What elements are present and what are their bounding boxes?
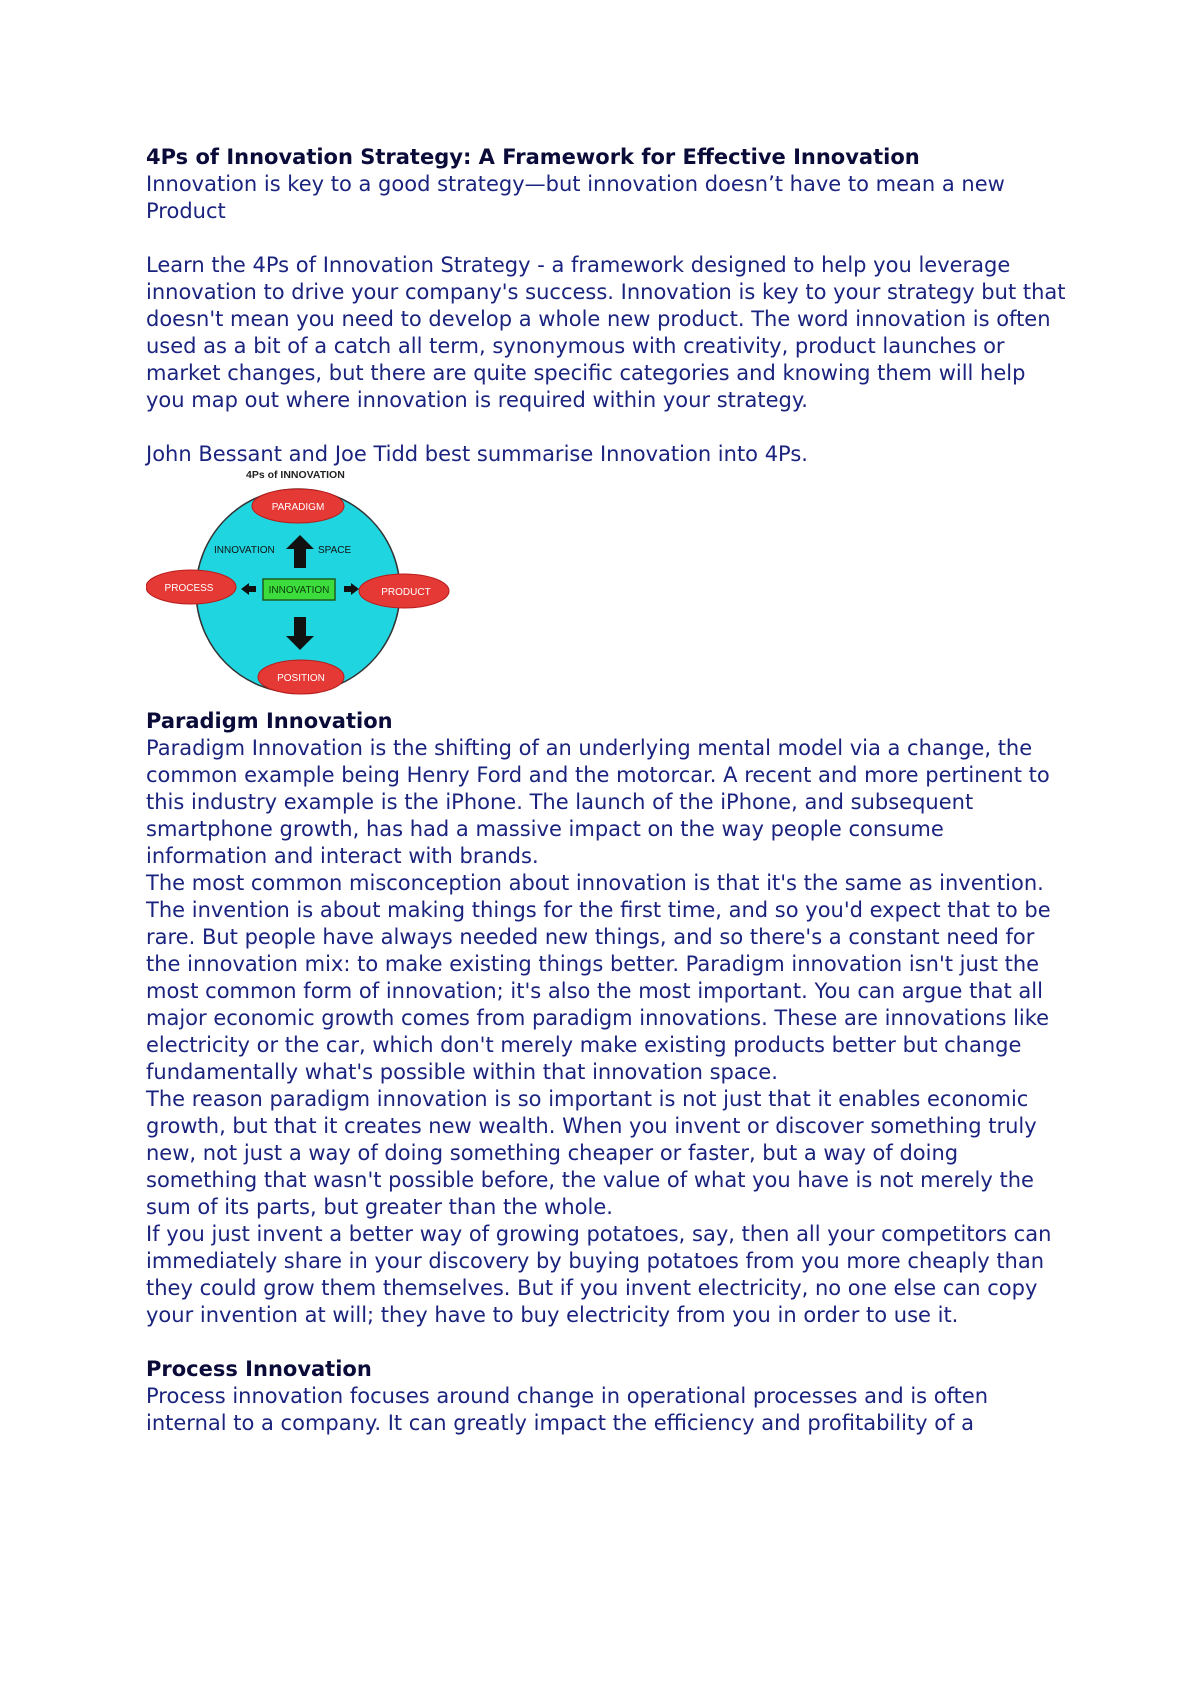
section-heading-paradigm: Paradigm Innovation bbox=[146, 709, 393, 733]
center-innovation-label: INNOVATION bbox=[268, 585, 330, 596]
paradigm-paragraph-1: Paradigm Innovation is the shifting of an underlying mental model via a change, the common example being Henry Ford and the motorcar. A recent and more pertinent to this industry example is the iPhone. The launch of the iPhone, and subsequent smartphone growth, has had a massive impact on the way people consume information and interact with brands. bbox=[146, 736, 1050, 868]
diagram-title: 4Ps of INNOVATION bbox=[246, 469, 345, 481]
spacer bbox=[146, 225, 1066, 252]
position-label: POSITION bbox=[277, 673, 325, 684]
paradigm-paragraph-2: The most common misconception about innovation is that it's the same as invention. The invention is about making things for the first time, and so you'd expect that to be rare. But people have always needed new things, and so there's a constant need for the innovation mix: to make existing things better. Paradigm innovation isn't just the most common form of innovation; it's also the most important. You can argue that all major economic growth comes from paradigm innovations. These are innovations like electricity or the car, which don't merely make existing products better but change fundamentally what's possible within that innovation space. bbox=[146, 871, 1051, 1084]
summary-line: John Bessant and Joe Tidd best summarise Innovation into 4Ps. bbox=[146, 442, 808, 466]
spacer bbox=[146, 1329, 1066, 1356]
spacer bbox=[146, 414, 1066, 441]
paradigm-paragraph-3: The reason paradigm innovation is so important is not just that it enables economic growth, but that it creates new wealth. When you invent or discover something truly new, not just a way of doing something cheaper or faster, but a way of doing something that wasn't possible before, the value of what you have is not merely the sum of its parts, but greater than the whole. bbox=[146, 1087, 1037, 1219]
space-left-label: INNOVATION bbox=[214, 545, 275, 556]
intro-paragraph: Learn the 4Ps of Innovation Strategy - a framework designed to help you leverage innovation to drive your company's success. Innovation is key to your strategy but that doesn't mean you need to develop a whole new product. The word innovation is often used as a bit of a catch all term, synonymous with creativity, product launches or market changes, but there are quite specific categories and knowing them will help you map out where innovation is required within your strategy. bbox=[146, 253, 1066, 412]
process-label: PROCESS bbox=[164, 583, 214, 594]
document-title: 4Ps of Innovation Strategy: A Framework for Effective Innovation bbox=[146, 145, 920, 169]
document-page bbox=[146, 144, 1066, 1437]
product-label: PRODUCT bbox=[381, 587, 431, 598]
paradigm-label: PARADIGM bbox=[271, 502, 325, 513]
process-paragraph-1: Process innovation focuses around change in operational processes and is often internal to a company. It can greatly impact the efficiency and profitability of a bbox=[146, 1384, 989, 1435]
space-right-label: SPACE bbox=[318, 545, 352, 556]
paradigm-paragraph-4: If you just invent a better way of growing potatoes, say, then all your competitors can immediately share in your discovery by buying potatoes from you more cheaply than they could grow them themselves. But if you invent electricity, no one else can copy your invention at will; they have to buy electricity from you in order to use it. bbox=[146, 1222, 1052, 1327]
four-ps-diagram bbox=[146, 468, 466, 708]
section-heading-process: Process Innovation bbox=[146, 1357, 372, 1381]
document-subtitle: Innovation is key to a good strategy—but innovation doesn’t have to mean a new Product bbox=[146, 172, 1005, 223]
